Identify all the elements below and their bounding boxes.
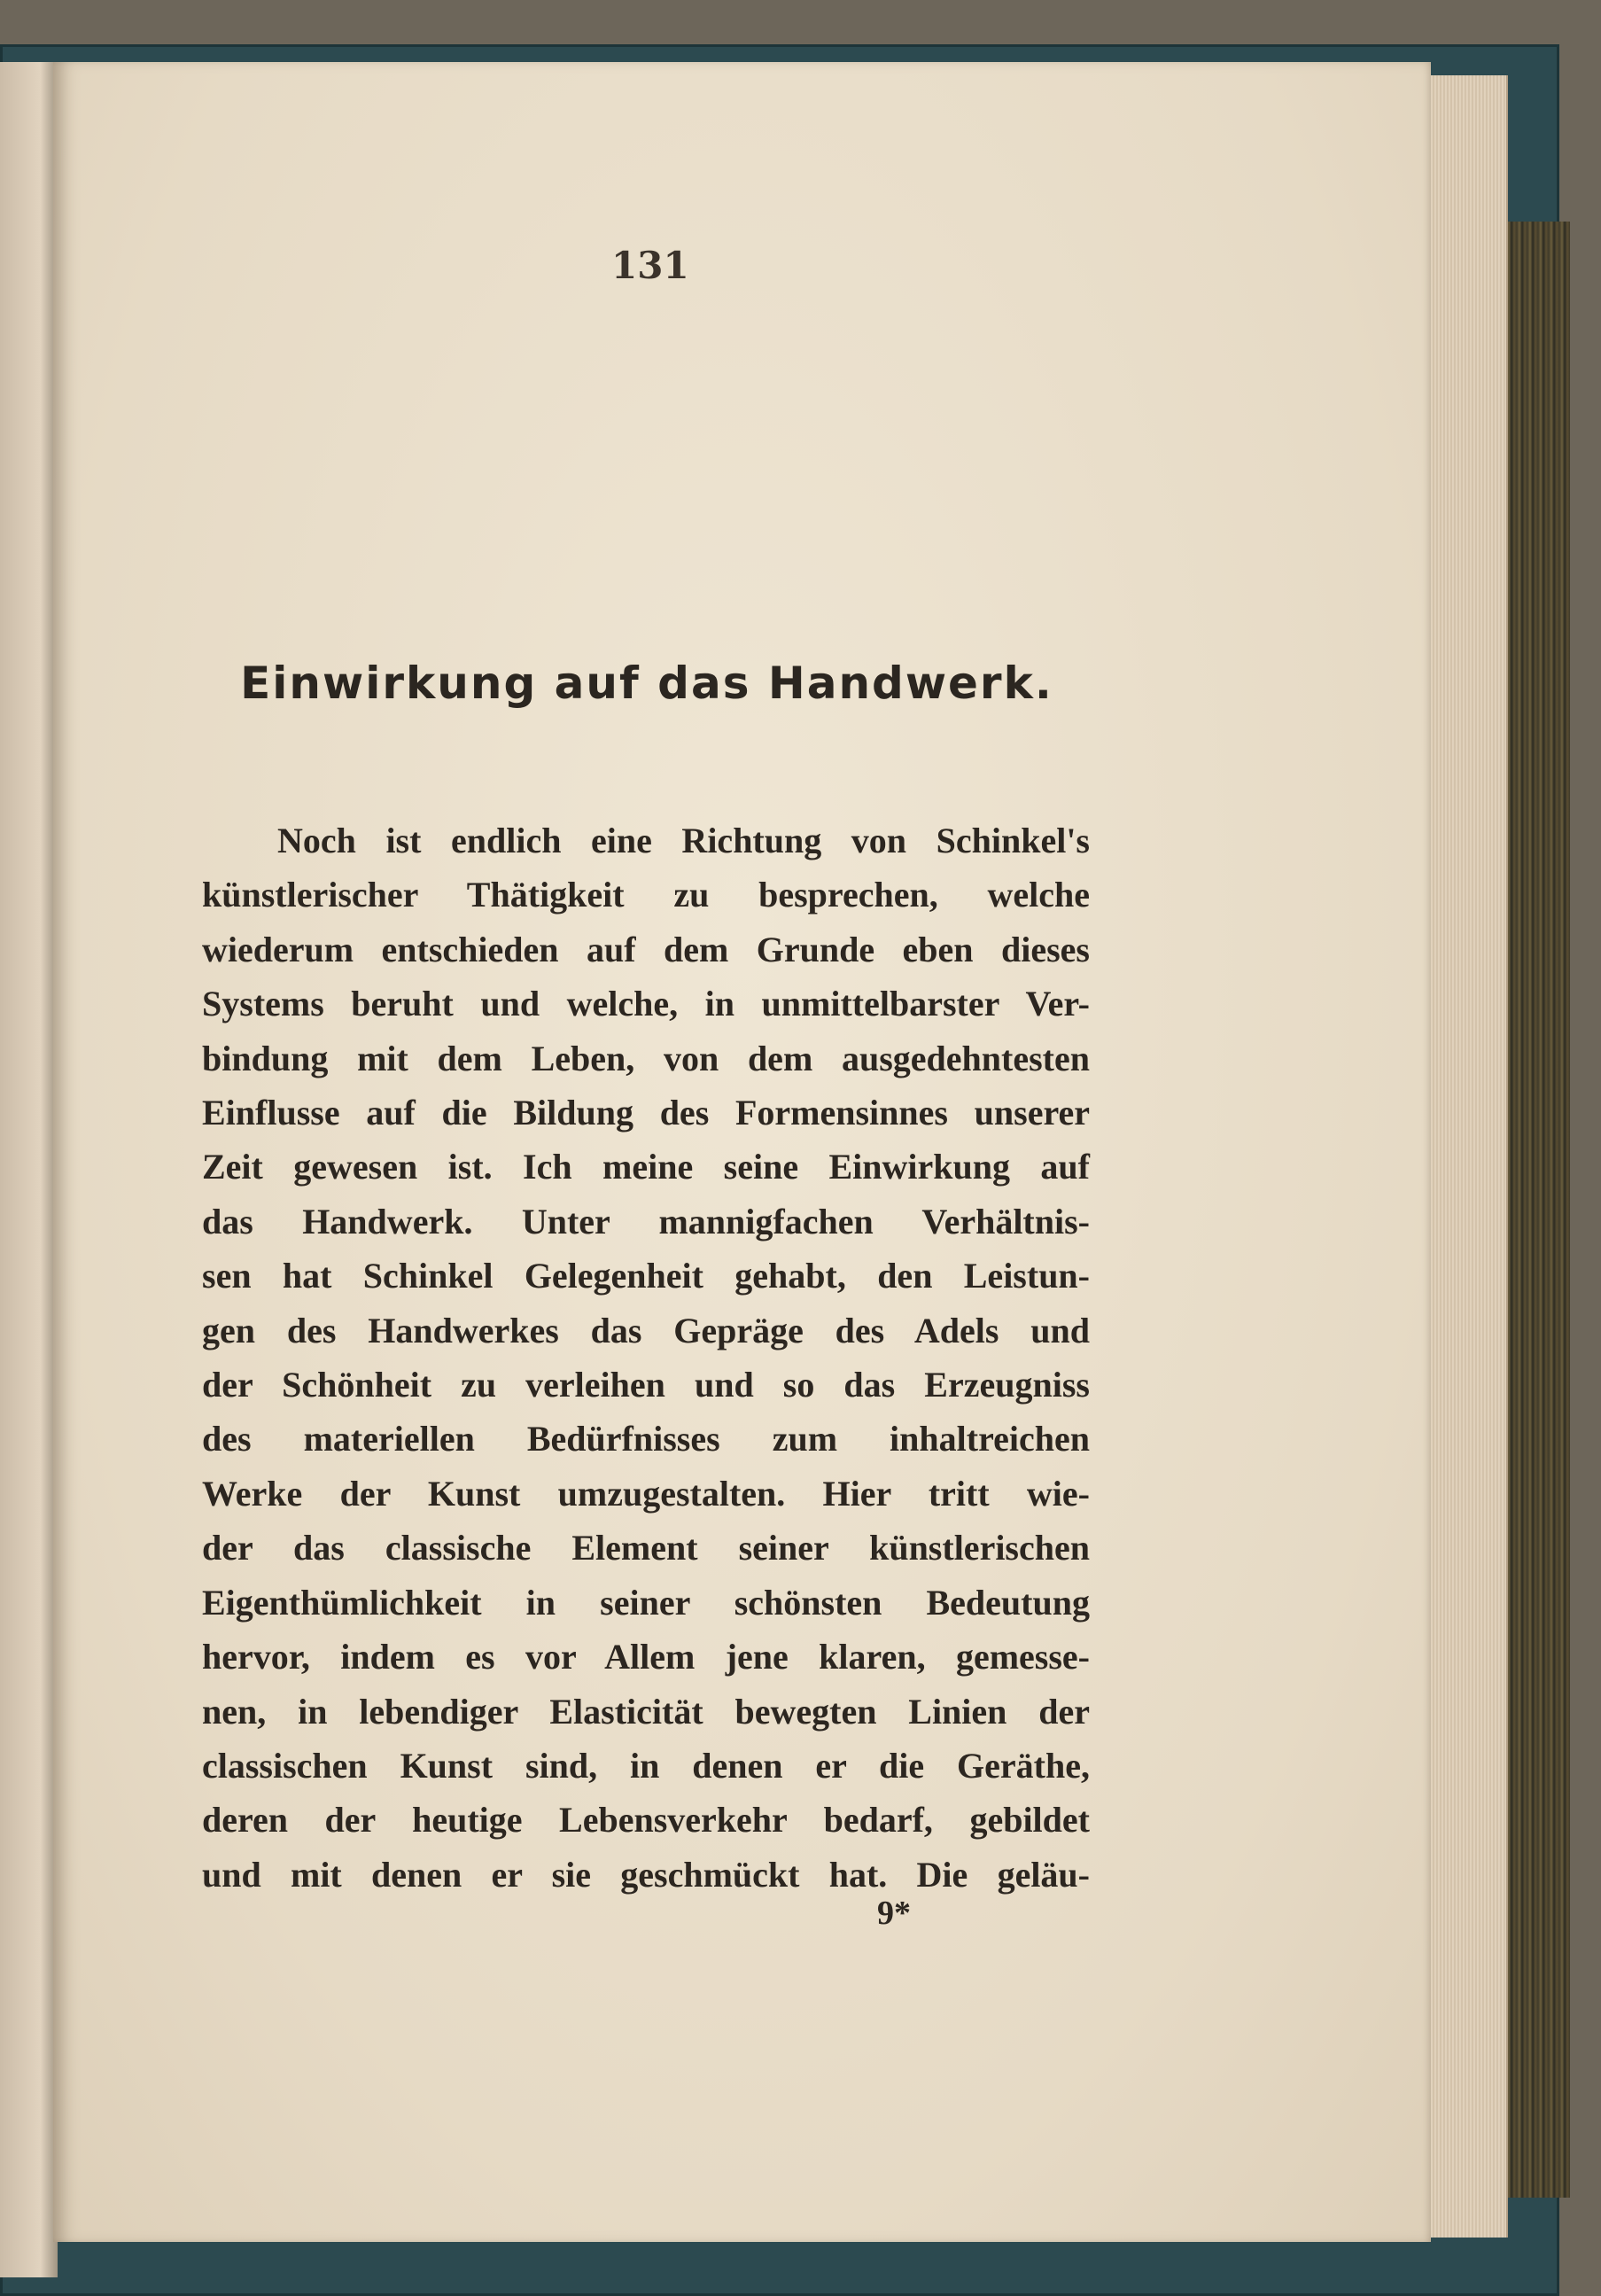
- text-line: und mit denen er sie geschmückt hat. Die geläu-: [202, 1854, 1090, 1895]
- left-page-edge: [0, 62, 58, 2277]
- text-line: der Schönheit zu verleihen und so das Erzeugniss: [202, 1365, 1090, 1405]
- text-line: Systems beruht und welche, in unmittelbarster Ver-: [202, 984, 1090, 1024]
- text-line: deren der heutige Lebensverkehr bedarf, gebildet: [202, 1800, 1090, 1841]
- text-line: nen, in lebendiger Elasticität bewegten Linien der: [202, 1691, 1090, 1732]
- text-line: der das classische Element seiner künstlerischen: [202, 1528, 1090, 1568]
- text-line: bindung mit dem Leben, von dem ausgedehntesten: [202, 1038, 1090, 1078]
- signature-mark: 9*: [877, 1895, 911, 1932]
- text-line: wiederum entschieden auf dem Grunde eben dieses: [202, 929, 1090, 969]
- text-line: classischen Kunst sind, in denen er die Geräthe,: [202, 1745, 1090, 1786]
- page-number: 131: [611, 244, 689, 287]
- book-spine: [1506, 222, 1570, 2198]
- text-line: hervor, indem es vor Allem jene klaren, gemesse-: [202, 1637, 1090, 1677]
- page-edges: [1418, 75, 1508, 2238]
- text-line: Werke der Kunst umzugestalten. Hier tritt wie-: [202, 1473, 1090, 1514]
- text-line: gen des Handwerkes das Gepräge des Adels und: [202, 1310, 1090, 1350]
- text-line: das Handwerk. Unter mannigfachen Verhältnis-: [202, 1201, 1090, 1241]
- text-line: sen hat Schinkel Gelegenheit gehabt, den Leistun-: [202, 1256, 1090, 1296]
- text-line: Noch ist endlich eine Richtung von Schinkel's: [277, 821, 1090, 860]
- text-line: des materiellen Bedürfnisses zum inhaltreichen: [202, 1419, 1090, 1459]
- text-line: Eigenthümlichkeit in seiner schönsten Bedeutung: [202, 1582, 1090, 1623]
- text-line: Einflusse auf die Bildung des Formensinnes unserer: [202, 1093, 1090, 1133]
- text-line: Zeit gewesen ist. Ich meine seine Einwirkung auf: [202, 1147, 1090, 1187]
- section-heading: Einwirkung auf das Handwerk.: [240, 658, 1053, 709]
- show-through-text: [248, 392, 1161, 695]
- text-line: künstlerischer Thätigkeit zu besprechen, welche: [202, 875, 1090, 915]
- body-text: [202, 813, 1090, 1902]
